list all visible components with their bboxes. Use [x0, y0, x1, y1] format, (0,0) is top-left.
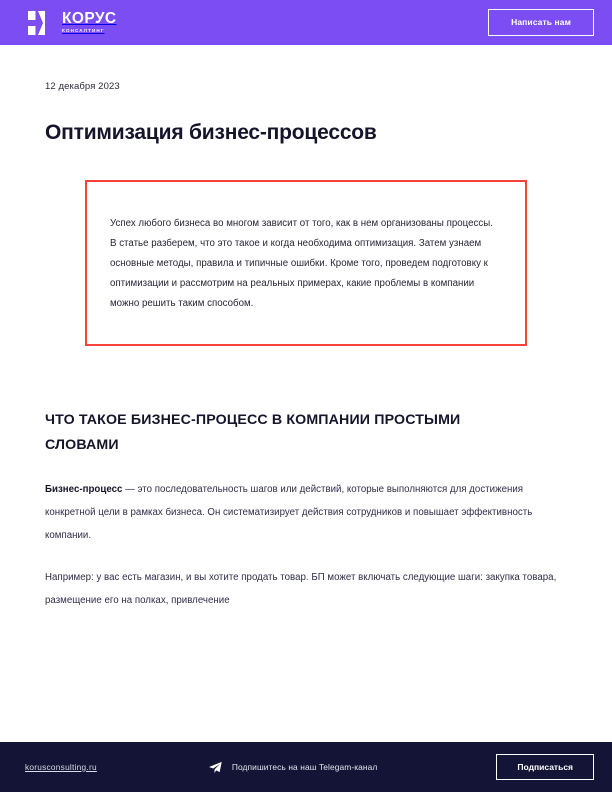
- paragraph-lead-term: Бизнес-процесс: [45, 483, 123, 495]
- contact-us-button[interactable]: Написать нам: [488, 9, 594, 36]
- brand-name: КОРУС: [62, 10, 117, 28]
- brand-subtitle: КОНСАЛТИНГ: [62, 28, 105, 34]
- article-content: [0, 45, 612, 742]
- telegram-paper-plane-icon: [208, 760, 223, 775]
- korus-logo-icon: [28, 10, 54, 36]
- site-footer: [0, 742, 612, 792]
- summary-callout-text: Успех любого бизнеса во многом зависит от того, как в нем организованы процессы. В статье разберем, что это такое и когда необходима оптимизация. Затем узнаем основные методы, правила и типичные ошибки. Кроме того, проведем подготовку к оптимизации и рассмотрим на реальных примерах, какие проблемы в компании можно решить таким способом.: [110, 218, 493, 310]
- subscribe-button[interactable]: Подписаться: [496, 754, 594, 781]
- body-paragraph: [45, 479, 567, 547]
- section-heading: ЧТО ТАКОЕ БИЗНЕС-ПРОЦЕСС В КОМПАНИИ ПРОСТЫМИ СЛОВАМИ: [45, 412, 461, 453]
- brand-text: [62, 11, 117, 34]
- site-header: [0, 0, 612, 45]
- footer-telegram-promo: [97, 760, 497, 775]
- summary-callout: [85, 180, 527, 346]
- footer-subscribe-note: Подпишитесь на наш Telegam-канал: [231, 762, 378, 772]
- brand-logo[interactable]: [28, 10, 117, 36]
- page-title: Оптимизация бизнес-процессов: [45, 121, 377, 144]
- article-date: 12 декабря 2023: [45, 81, 120, 92]
- paragraph-text: — это последовательность шагов или действий, которые выполняются для достижения конкретной цели в рамках бизнеса. Он систематизирует действия сотрудников и повышает эффективность компании.: [45, 483, 533, 541]
- footer-website-link[interactable]: korusconsulting.ru: [25, 762, 97, 772]
- body-paragraph: Например: у вас есть магазин, и вы хотите продать товар. БП может включать следующие шаги: закупка товара, размещение его на полках, привлечение: [45, 572, 557, 607]
